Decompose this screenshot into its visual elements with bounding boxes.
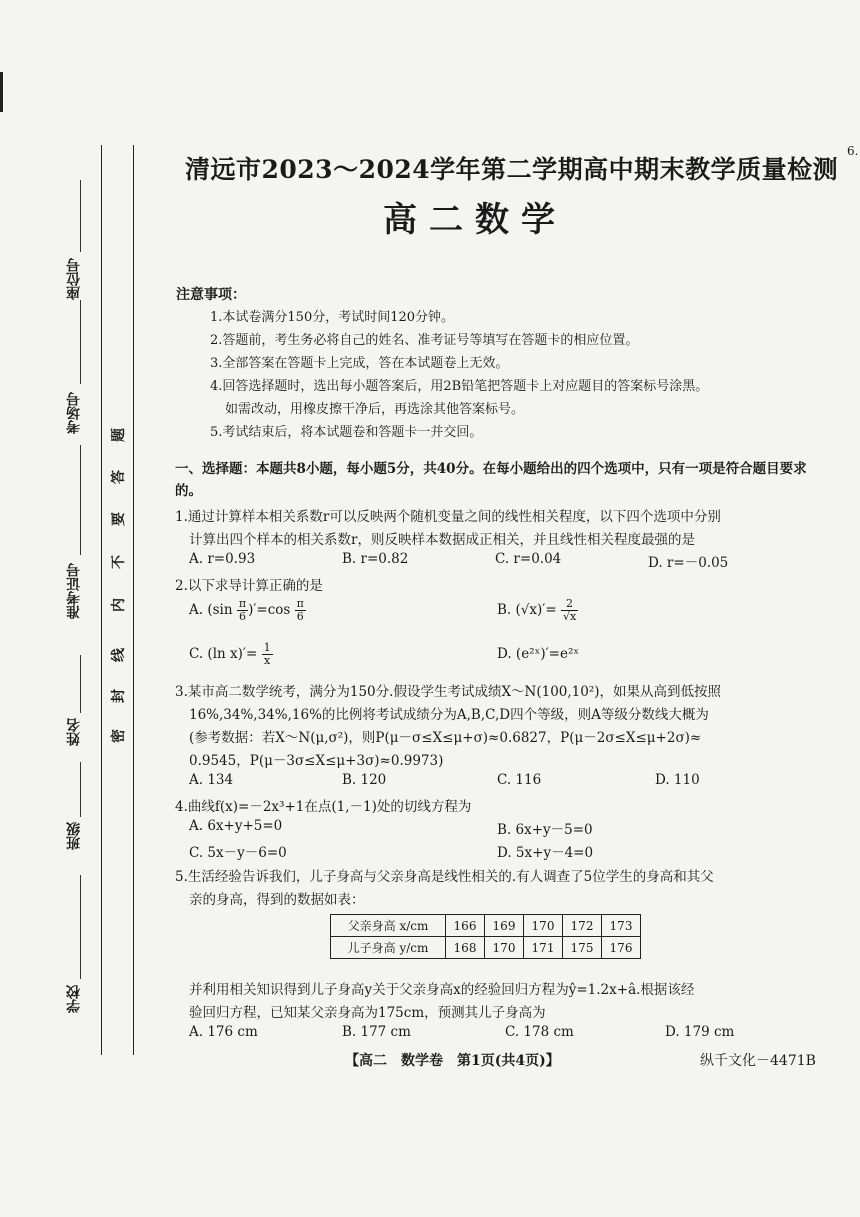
fraction-numerator: π [296,597,304,610]
fraction-denominator: 6 [296,610,304,623]
notice-item: 4.回答选择题时，选出每小题答案后，用2B铅笔把答题卡上对应题目的答案标号涂黑。 [210,379,709,394]
seal-char: 答 [111,470,127,484]
table-cell: 172 [563,915,602,937]
question-3-stem: 0.9545，P(μ－3σ≤X≤μ+3σ)≈0.9973) [189,753,444,769]
table-row [331,937,641,959]
height-data-table [330,914,641,959]
fraction-denominator: √x [562,610,577,623]
fraction-denominator: x [263,654,271,667]
question-4-stem: 4.曲线f(x)=－2x³+1在点(1,－1)处的切线方程为 [175,799,472,815]
corner-number: 6. [847,144,859,158]
table-cell: 175 [563,937,602,959]
question-4-option-d: D. 5x+y－4=0 [497,845,594,861]
fraction [561,598,578,623]
question-5-stem: 亲的身高，得到的数据如表： [189,892,365,908]
name-label: 姓名 [66,718,82,746]
table-cell: 169 [485,915,524,937]
table-row [331,915,641,937]
admission-number-label: 准考证号 [66,563,82,619]
option-text: B. (√x)′= [497,602,557,618]
seat-number-label: 座位号 [66,258,82,300]
table-cell: 170 [524,915,563,937]
question-2-option-c [189,642,273,667]
name-blank [80,655,81,713]
notice-heading: 注意事项： [176,287,246,303]
notice-item: 2.答题前，考生务必将自己的姓名、准考证号等填写在答题卡的相应位置。 [210,333,639,348]
notice-item: 3.全部答案在答题卡上完成，答在本试题卷上无效。 [210,356,509,371]
fraction-numerator: 2 [561,598,578,611]
question-5-option-d: D. 179 cm [665,1024,735,1040]
school-blank [80,875,81,979]
seal-char: 线 [111,648,127,662]
exam-room-blank [80,300,81,384]
table-cell: 168 [446,937,485,959]
question-2-option-a [189,598,306,623]
question-1-stem: 1.通过计算样本相关系数r可以反映两个随机变量之间的线性相关程度，以下四个选项中分别 [175,509,721,525]
question-3-option-d: D. 110 [655,772,700,788]
exam-room-label: 考场号 [66,392,82,434]
table-cell: 171 [524,937,563,959]
publisher-code: 纵千文化－4471B [700,1053,816,1069]
question-3-stem: 3.某市高二数学统考，满分为150分.假设学生考试成绩X～N(100,10²)，如果从高到低按照 [175,684,722,700]
seal-char: 题 [111,428,127,442]
option-text: C. (ln x)′= [189,646,258,662]
question-2-option-b [497,598,578,623]
fraction [295,598,306,623]
question-4-option-b: B. 6x+y－5=0 [497,822,593,838]
question-4-option-a: A. 6x+y+5=0 [189,818,283,834]
question-3-option-c: C. 116 [497,772,542,788]
notice-item: 1.本试卷满分150分，考试时间120分钟。 [210,310,455,325]
table-cell: 166 [446,915,485,937]
question-5-stem: 5.生活经验告诉我们，儿子身高与父亲身高是线性相关的.有人调查了5位学生的身高和其父 [175,869,714,885]
class-label: 班级 [66,822,82,850]
question-3-option-a: A. 134 [189,772,234,788]
class-blank [80,762,81,817]
binding-line-outer [101,145,102,1055]
fraction-numerator: π [238,597,247,610]
table-header-cell: 父亲身高 x/cm [331,915,446,937]
seal-char: 要 [111,512,127,526]
admission-number-blank [80,445,81,555]
question-2-stem: 2.以下求导计算正确的是 [175,578,323,594]
subject-title: 高二数学 [383,200,567,240]
binding-line-inner [133,145,134,1055]
seal-char: 内 [111,598,127,612]
exam-title: 清远市2023～2024学年第二学期高中期末教学质量检测 [185,155,839,184]
question-1-option-b: B. r=0.82 [342,551,409,567]
page-footer-label: 【高二 数学卷 第1页(共4页)】 [345,1053,560,1069]
table-cell: 170 [485,937,524,959]
seal-char: 密 [111,729,127,743]
fraction [237,598,248,623]
question-1-option-a: A. r=0.93 [189,551,256,567]
seal-char: 封 [111,689,127,703]
question-5-option-b: B. 177 cm [342,1024,411,1040]
question-5-stem: 验回归方程，已知某父亲身高为175cm，预测其儿子身高为 [189,1005,546,1021]
question-4-option-c: C. 5x－y－6=0 [189,845,287,861]
section-heading: 一、选择题：本题共8小题，每小题5分，共40分。在每小题给出的四个选项中，只有一项是符合题目要求的。 [175,461,807,499]
fraction [262,642,273,667]
question-1-option-d: D. r=－0.05 [648,555,729,571]
table-cell: 173 [602,915,641,937]
option-text: )′=cos [248,602,291,618]
fraction-denominator: 6 [238,610,246,623]
notice-item: 如需改动，用橡皮擦干净后，再选涂其他答案标号。 [225,402,525,417]
table-header-cell: 儿子身高 y/cm [331,937,446,959]
seat-number-blank [80,180,81,252]
notice-item: 5.考试结束后，将本试题卷和答题卡一并交回。 [210,425,483,440]
table-cell: 176 [602,937,641,959]
seal-char: 不 [111,555,127,569]
option-text: A. (sin [189,602,233,618]
fraction-numerator: 1 [263,641,271,654]
question-3-stem: 16%,34%,34%,16%的比例将考试成绩分为A,B,C,D四个等级，则A等级分数线大概为 [189,707,709,723]
question-5-stem: 并利用相关知识得到儿子身高y关于父亲身高x的经验回归方程为ŷ=1.2x+â.根据该经 [189,982,695,998]
question-3-stem: (参考数据：若X～N(μ,σ²)，则P(μ－σ≤X≤μ+σ)≈0.6827，P(μ－2σ≤X≤μ+2σ)≈ [189,730,702,746]
question-1-option-c: C. r=0.04 [495,551,562,567]
question-5-option-c: C. 178 cm [505,1024,574,1040]
question-5-option-a: A. 176 cm [189,1024,258,1040]
school-label: 学校 [66,985,82,1013]
question-1-stem: 计算出四个样本的相关系数r，则反映样本数据成正相关，并且线性相关程度最强的是 [189,532,695,548]
question-3-option-b: B. 120 [342,772,387,788]
question-2-option-d: D. (e²ˣ)′=e²ˣ [497,646,580,662]
scan-edge-mark [0,72,3,112]
